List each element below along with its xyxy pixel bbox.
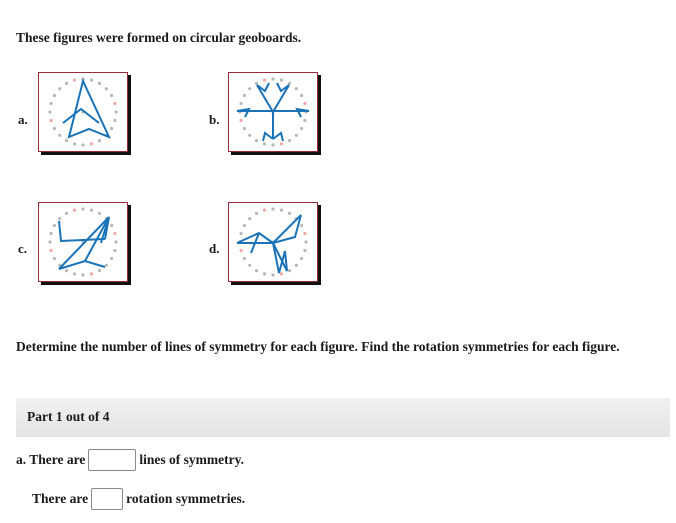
geoboard-peg xyxy=(304,240,307,243)
geoboard-peg xyxy=(90,142,93,145)
geoboard-figure-d xyxy=(228,202,318,282)
figure-d-shape xyxy=(237,215,301,273)
geoboard-peg xyxy=(114,110,117,113)
geoboard-peg xyxy=(65,212,68,215)
figure-a-inner xyxy=(63,109,99,123)
geoboard-peg xyxy=(280,142,283,145)
lines-suffix-label: lines of symmetry. xyxy=(139,452,244,467)
part-header-bar xyxy=(16,398,670,437)
geoboard-peg xyxy=(50,249,53,252)
geoboard-peg xyxy=(73,209,76,212)
geoboard-peg xyxy=(113,119,116,122)
geoboard-peg xyxy=(271,77,274,80)
geoboard-peg xyxy=(303,102,306,105)
geoboard-peg xyxy=(50,102,53,105)
geoboard-b-drawing xyxy=(229,73,317,151)
geoboard-peg xyxy=(98,82,101,85)
geoboard-peg xyxy=(248,87,251,90)
geoboard-peg xyxy=(280,272,283,275)
geoboard-peg xyxy=(114,240,117,243)
geoboard-peg xyxy=(303,232,306,235)
geoboard-peg xyxy=(113,102,116,105)
geoboard-peg xyxy=(271,143,274,146)
lines-prefix-label: a. There are xyxy=(16,452,86,467)
geoboard-peg xyxy=(263,272,266,275)
geoboard-peg xyxy=(90,79,93,82)
geoboard-peg xyxy=(81,207,84,210)
geoboard-peg xyxy=(73,142,76,145)
geoboard-peg xyxy=(280,79,283,82)
geoboard-figure-c xyxy=(38,202,128,282)
geoboard-peg xyxy=(255,139,258,142)
geoboard-peg xyxy=(50,119,53,122)
geoboard-peg xyxy=(263,142,266,145)
figure-b-shape xyxy=(237,83,309,141)
geoboard-c-drawing xyxy=(39,203,127,281)
geoboard-peg xyxy=(255,212,258,215)
geoboard-peg xyxy=(295,264,298,267)
geoboard-peg xyxy=(248,134,251,137)
geoboard-peg xyxy=(271,207,274,210)
geoboard-peg xyxy=(48,110,51,113)
geoboard-figure-a xyxy=(38,72,128,152)
geoboard-a-drawing xyxy=(39,73,127,151)
geoboard-peg xyxy=(53,94,56,97)
geoboard-peg xyxy=(110,94,113,97)
geoboard-peg xyxy=(288,139,291,142)
geoboard-peg xyxy=(240,119,243,122)
geoboard-peg xyxy=(90,209,93,212)
figure-c-shape xyxy=(59,217,109,269)
geoboard-peg xyxy=(65,139,68,142)
geoboard-peg xyxy=(113,249,116,252)
geoboard-peg xyxy=(113,232,116,235)
answer-row-lines xyxy=(16,449,244,471)
geoboard-peg xyxy=(98,212,101,215)
geoboard-peg xyxy=(300,127,303,130)
geoboard-peg xyxy=(81,143,84,146)
figure-a-shape xyxy=(69,81,109,137)
geoboard-peg xyxy=(243,94,246,97)
part-title: Part 1 out of 4 xyxy=(27,409,110,424)
geoboard-peg xyxy=(65,82,68,85)
geoboard-peg xyxy=(81,273,84,276)
geoboard-d-drawing xyxy=(229,203,317,281)
geoboard-peg xyxy=(58,217,61,220)
geoboard-peg xyxy=(288,212,291,215)
geoboard-peg xyxy=(73,79,76,82)
geoboard-peg xyxy=(53,257,56,260)
geoboard-peg xyxy=(295,134,298,137)
geoboard-peg xyxy=(263,79,266,82)
answer-row-rotations xyxy=(32,488,245,510)
rotations-suffix-label: rotation symmetries. xyxy=(126,491,246,506)
figure-a-label: a. xyxy=(18,112,28,127)
geoboard-figure-b xyxy=(228,72,318,152)
geoboard-peg xyxy=(65,269,68,272)
geoboard-peg xyxy=(288,269,291,272)
geoboard-peg xyxy=(303,119,306,122)
geoboard-peg xyxy=(300,224,303,227)
geoboard-peg xyxy=(105,87,108,90)
geoboard-peg xyxy=(300,94,303,97)
geoboard-peg xyxy=(240,102,243,105)
geoboard-peg xyxy=(243,127,246,130)
intro-text: These figures were formed on circular geoboards. xyxy=(16,30,302,45)
geoboard-peg xyxy=(58,87,61,90)
geoboard-peg xyxy=(255,269,258,272)
geoboard-peg xyxy=(303,249,306,252)
geoboard-peg xyxy=(48,240,51,243)
geoboard-peg xyxy=(53,224,56,227)
figure-d-label: d. xyxy=(209,241,220,256)
geoboard-peg xyxy=(105,264,108,267)
geoboard-peg xyxy=(280,209,283,212)
geoboard-peg xyxy=(110,127,113,130)
geoboard-peg xyxy=(90,272,93,275)
geoboard-peg xyxy=(240,249,243,252)
geoboard-peg xyxy=(98,139,101,142)
geoboard-peg xyxy=(271,273,274,276)
geoboard-peg xyxy=(248,217,251,220)
geoboard-peg xyxy=(248,264,251,267)
figure-c-label: c. xyxy=(18,241,28,256)
rotation-symmetries-input[interactable] xyxy=(91,488,123,510)
rotations-prefix-label: There are xyxy=(32,491,89,506)
geoboard-peg xyxy=(53,127,56,130)
geoboard-peg xyxy=(300,257,303,260)
geoboard-peg xyxy=(243,257,246,260)
lines-of-symmetry-input[interactable] xyxy=(88,449,136,471)
geoboard-peg xyxy=(73,272,76,275)
figure-b-label: b. xyxy=(209,112,220,127)
question-text: Determine the number of lines of symmetry for each figure. Find the rotation symmetries for each figure. xyxy=(16,339,620,354)
geoboard-peg xyxy=(58,134,61,137)
geoboard-peg xyxy=(110,257,113,260)
geoboard-peg xyxy=(50,232,53,235)
geoboard-peg xyxy=(240,232,243,235)
geoboard-peg xyxy=(110,224,113,227)
geoboard-peg xyxy=(295,87,298,90)
geoboard-peg xyxy=(98,269,101,272)
geoboard-peg xyxy=(243,224,246,227)
geoboard-peg xyxy=(263,209,266,212)
